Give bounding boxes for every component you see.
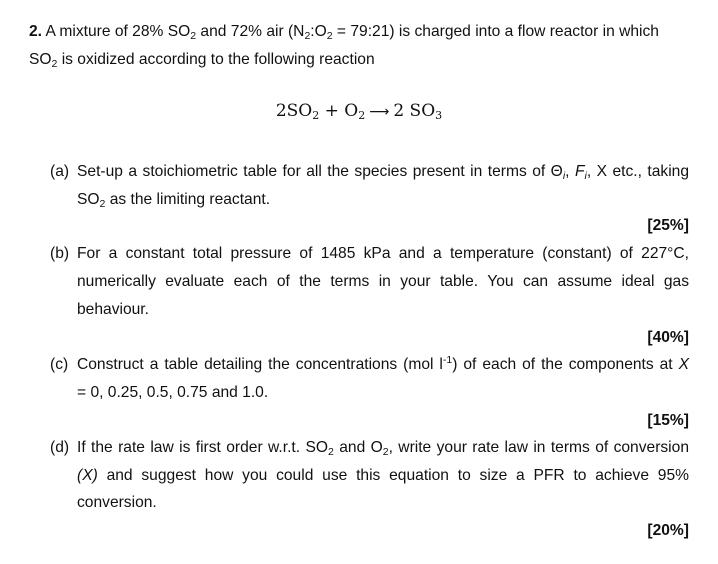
reaction-arrow-icon: ⟶ <box>369 104 390 120</box>
reaction-equation: $2SO_2 + O_2$ ⟶ 2 $SO_3$ <box>275 101 443 122</box>
part-a-label: (a) <box>50 163 70 180</box>
part-c-label: (c) <box>50 356 69 373</box>
part-d-line-2: (X) and suggest how you could use this equation to size a PFR to achieve 95% <box>77 467 689 484</box>
part-c-line-1: Construct a table detailing the concentrations (mol $l^{-1}$) of each of the components at X <box>77 354 689 373</box>
part-b-mark: [40%] <box>647 329 689 346</box>
part-b-line-2: numerically evaluate each of the terms in your table. You can assume ideal gas <box>77 273 689 290</box>
part-d-line-1: If the rate law is first order w.r.t. $SO_2$ and $O_2$, write your rate law in terms of conversion <box>77 439 689 458</box>
part-d-mark: [20%] <box>647 522 689 539</box>
intro-text: A mixture of 28% $SO_2$ and 72% air ($N_2:O_2$ = 79:21) is charged into a flow reactor in which <box>45 23 659 42</box>
part-c-line-2: = 0, 0.25, 0.5, 0.75 and 1.0. <box>77 384 269 401</box>
part-a-mark: [25%] <box>647 217 689 234</box>
intro-line-2: $SO_2$ is oxidized according to the following reaction <box>29 51 375 70</box>
part-b-label: (b) <box>50 245 70 262</box>
question-number: 2. <box>29 23 43 40</box>
part-d-line-3: conversion. <box>77 494 157 511</box>
part-d-label: (d) <box>50 439 70 456</box>
part-c-mark: [15%] <box>647 412 689 429</box>
part-b-line-1: For a constant total pressure of 1485 kPa and a temperature (constant) of 227°C, <box>77 245 689 262</box>
part-a-line-2: $SO_2$ as the limiting reactant. <box>77 191 271 210</box>
part-b-line-3: behaviour. <box>77 301 149 318</box>
intro-line-1 <box>29 22 659 42</box>
part-a-line-1: Set-up a stoichiometric table for all the species present in terms of $\Theta_i$, $F_i$, X etc., taking <box>77 163 689 182</box>
